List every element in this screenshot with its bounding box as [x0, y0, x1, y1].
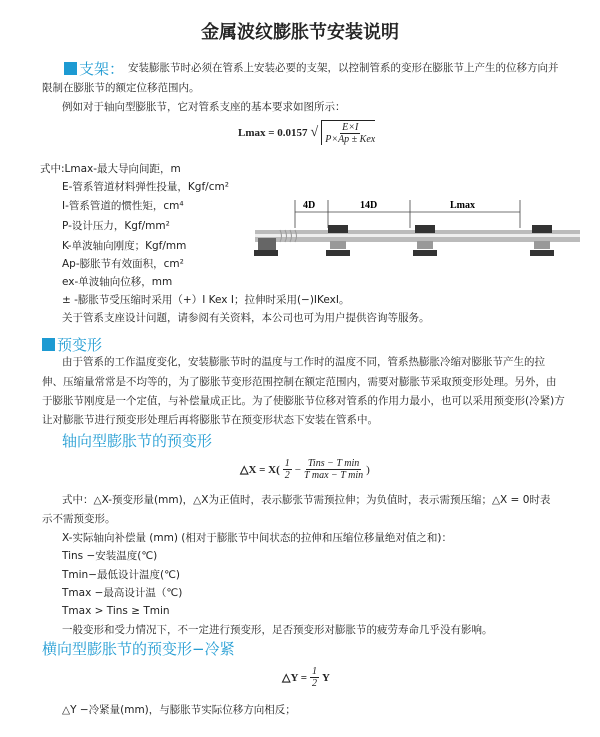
paragraph-line: 伸、压缩量常常是不均等的，为了膨胀节变形范围控制在额定范围内，需要对膨胀节采取预变形处理。另外，由	[42, 376, 557, 388]
formula-numerator: 1	[284, 458, 290, 469]
definition-line: 式中:Lmax-最大导向间距，m	[40, 163, 181, 175]
dim-label: Lmax	[450, 200, 475, 211]
formula-denominator: 2	[284, 470, 290, 481]
definition-line: P-设计压力，Kgf/mm²	[62, 220, 170, 232]
formula-lhs: Lmax = 0.0157	[238, 126, 308, 139]
paragraph-line: 由于管系的工作温度变化，安装膨胀节时的温度与工作时的温度不同，管系热膨胀冷缩对膨胀节产生的拉	[62, 356, 545, 368]
text-line: 例如对于轴向型膨胀节，它对管系支座的基本要求如图所示：	[62, 101, 346, 113]
heading-text: 支架：	[79, 60, 125, 78]
definition-line: ex-单波轴向位移，mm	[62, 276, 173, 288]
paragraph-line: 让对膨胀节进行预变形处理后再将膨胀节在预变形状态下安装在管系中。	[42, 414, 378, 426]
text-line: 式中：△X-预变形量(mm)，△X为正值时，表示膨张节需预拉伸；为负值时，表示需预压缩；△X = 0时表	[62, 494, 551, 506]
heading-text: 预变形	[57, 336, 103, 354]
definition-line: K-单波轴向刚度；Kgf/mm	[62, 240, 187, 252]
formula-denominator: T max − T min	[304, 470, 364, 481]
page-title: 金属波纹膨胀节安装说明	[201, 22, 399, 43]
text-line: △Y −冷紧量(mm)，与膨胀节实际位移方向相反；	[62, 704, 296, 716]
sqrt-icon: √	[310, 124, 319, 140]
subheading-lateral: 横向型膨胀节的预变形−冷紧	[42, 640, 235, 658]
text-line: Tmin−最低设计温度(℃)	[62, 569, 180, 581]
paragraph-line: 于膨胀节刚度是一个定值，与补偿量成正比。为了使膨胀节位移对管系的作用力最小，也可以采用预变形(冷紧)方	[42, 395, 565, 407]
formula-denominator: P×Ap ± Kex	[325, 134, 376, 145]
formula-lmax	[238, 120, 375, 145]
formula-delta-y	[282, 666, 330, 689]
support-spacing-diagram	[250, 195, 590, 270]
text-line: Tins −安装温度(℃)	[62, 550, 158, 562]
formula-numerator: E×I	[342, 122, 359, 133]
formula-numerator: Tins − T min	[307, 458, 360, 469]
definition-line: Ap-膨胀节有效面积，cm²	[62, 258, 184, 270]
formula-operator: −	[294, 463, 301, 476]
text-line: 示不需预变形。	[42, 513, 116, 525]
formula-delta-x	[240, 458, 370, 481]
formula-numerator: 1	[312, 666, 318, 677]
text-line: Tmax −最高设计温（℃)	[62, 587, 183, 599]
square-bullet-icon	[42, 338, 55, 351]
formula-rhs: Y	[322, 671, 330, 684]
definition-line: E-管系管道材料弹性投量，Kgf/cm²	[62, 181, 229, 193]
formula-denominator: 2	[312, 678, 318, 689]
section-heading-support	[64, 58, 124, 79]
definition-line: I-管系管道的惯性矩，cm⁴	[62, 200, 184, 212]
text-line: 限制在膨胀节的额定位移范围内。	[42, 82, 200, 94]
subheading-axial: 轴向型膨胀节的预变形	[62, 432, 213, 450]
square-bullet-icon	[64, 62, 77, 75]
text-line: X-实际轴向补偿量 (mm) (相对于膨胀节中间状态的拉伸和压缩位移量绝对值之和)：	[62, 532, 452, 544]
dim-label: 4D	[303, 200, 316, 211]
dim-label: 14D	[360, 200, 378, 211]
formula-paren: )	[366, 463, 370, 476]
formula-lhs: △X = X(	[240, 464, 280, 476]
section-heading-predeform	[42, 334, 102, 355]
formula-lhs: △Y =	[282, 672, 308, 684]
text-line: 一般变形和受力情况下，不一定进行预变形，足否预变形对膨胀节的疲劳寿命几乎没有影响。	[62, 624, 493, 636]
definition-line: 关于管系支座设计问题，请参阅有关资料，本公司也可为用户提供咨询等服务。	[62, 312, 430, 324]
text-line: 安装膨胀节时必须在管系上安装必要的支架，以控制管系的变形在膨胀节上产生的位移方向并	[128, 62, 559, 74]
definition-line: ± -膨胀节受压缩时采用（+）I Kex I；拉伸时采用(−)IKexI。	[62, 294, 350, 306]
text-line: Tmax > Tins ≥ Tmin	[62, 605, 170, 617]
